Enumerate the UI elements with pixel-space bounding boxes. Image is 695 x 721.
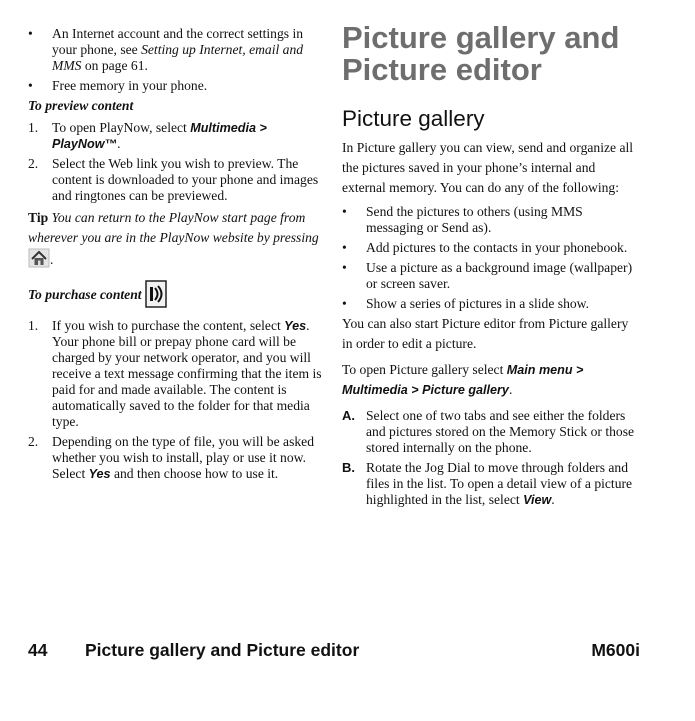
step-number: 1. xyxy=(28,318,39,333)
step-number: 2. xyxy=(28,434,39,449)
bullet-text: Add pictures to the contacts in your phonebook. xyxy=(366,240,628,255)
menu-path: Main menu > Multimedia > Picture gallery xyxy=(342,363,584,397)
section-heading: Picture gallery xyxy=(342,106,485,131)
step-text: Select one of two tabs and see either the folders and pictures stored on the Memory Stick or those stored internally on the phone. xyxy=(366,408,635,455)
step-letter: A. xyxy=(342,408,355,423)
step-text: If you wish to purchase the content, select xyxy=(52,318,285,333)
step-text: To open PlayNow, select xyxy=(52,120,191,135)
playnow-purchase-icon xyxy=(145,280,167,312)
preview-step xyxy=(28,156,324,204)
step-text-end: and then choose how to use it. xyxy=(110,466,279,481)
phone-model: M600i xyxy=(591,640,640,660)
purchase-heading xyxy=(28,280,324,312)
step-text: Rotate the Jog Dial to move through folders and files in the list. To open a detail view of a picture highlighted in the list, select xyxy=(366,460,633,507)
step-text-end: . xyxy=(117,136,121,151)
step-text: Depending on the type of file, you will be asked whether you wish to install, play or use it now. Select xyxy=(52,434,314,481)
step-letter: B. xyxy=(342,460,355,475)
bullet-text: Send the pictures to others (using MMS messaging or Send as). xyxy=(366,204,583,235)
bullet-text: Free memory in your phone. xyxy=(52,78,208,93)
page-number: 44 xyxy=(28,640,48,660)
open-text: To open Picture gallery select xyxy=(342,362,507,377)
bullet-text: Use a picture as a background image (wallpaper) or screen saver. xyxy=(366,260,633,291)
bullet-text: Show a series of pictures in a slide show. xyxy=(366,296,589,311)
feature-bullet: • Send the pictures to others (using MMS messaging or Send as). xyxy=(342,204,583,235)
step-text: Select the Web link you wish to preview. The content is downloaded to your phone and images and ringtones can be previewed. xyxy=(52,156,319,203)
chapter-footer-title: Picture gallery and Picture editor xyxy=(85,640,360,660)
page-footer xyxy=(28,640,640,662)
feature-bullet: • Use a picture as a background image (wallpaper) or screen saver. xyxy=(342,260,633,291)
requirement-bullet: • An Internet account and the correct settings in your phone, see Setting up Internet, email and MMS on page 61. xyxy=(28,26,304,73)
intro-paragraph: In Picture gallery you can view, send and organize all the pictures saved in your phone’s internal and external memory. You can do any of the following: xyxy=(342,140,634,195)
feature-bullet: • Show a series of pictures in a slide show. xyxy=(342,296,589,311)
step-number: 2. xyxy=(28,156,39,171)
left-column xyxy=(28,26,324,486)
preview-step xyxy=(28,120,324,152)
step-text-end: . Your phone bill or prepay phone card will be charged by your network operator, and you will receive a text message confirming that the item is paid for and made available. The content is automatically saved to the folder for that media type. xyxy=(52,318,322,429)
step-text-end: . xyxy=(551,492,555,507)
feature-bullet: • Add pictures to the contacts in your phonebook. xyxy=(342,240,628,255)
cross-reference: Setting up Internet, email and MMS xyxy=(52,42,304,73)
purchase-step xyxy=(28,318,324,430)
view-option: View xyxy=(523,493,552,507)
menu-path: Multimedia > PlayNow™ xyxy=(52,121,267,151)
yes-option: Yes xyxy=(88,467,111,481)
tip-end: . xyxy=(50,252,54,268)
requirement-bullet: • Free memory in your phone. xyxy=(28,78,208,93)
bullet-text: An Internet account and the correct settings in your phone, see xyxy=(52,26,304,57)
right-column xyxy=(342,22,642,512)
purchase-step xyxy=(28,434,324,482)
gallery-step xyxy=(342,408,642,456)
gallery-step xyxy=(342,460,642,508)
home-icon xyxy=(28,248,50,274)
open-instructions xyxy=(342,360,642,400)
step-number: 1. xyxy=(28,120,39,135)
bullet-text-end: on page 61. xyxy=(81,58,148,73)
editor-note: You can also start Picture editor from Picture gallery in order to edit a picture. xyxy=(342,316,629,351)
yes-option: Yes xyxy=(284,319,307,333)
tip-text: You can return to the PlayNow start page from wherever you are in the PlayNow website by pressing xyxy=(28,210,319,245)
open-text-end: . xyxy=(508,382,513,397)
purchase-heading-text: To purchase content xyxy=(28,287,142,303)
preview-heading: To preview content xyxy=(28,98,134,113)
tip-box xyxy=(28,208,324,274)
chapter-title: Picture gallery and Picture editor xyxy=(342,20,620,87)
tip-label: Tip xyxy=(28,210,49,225)
